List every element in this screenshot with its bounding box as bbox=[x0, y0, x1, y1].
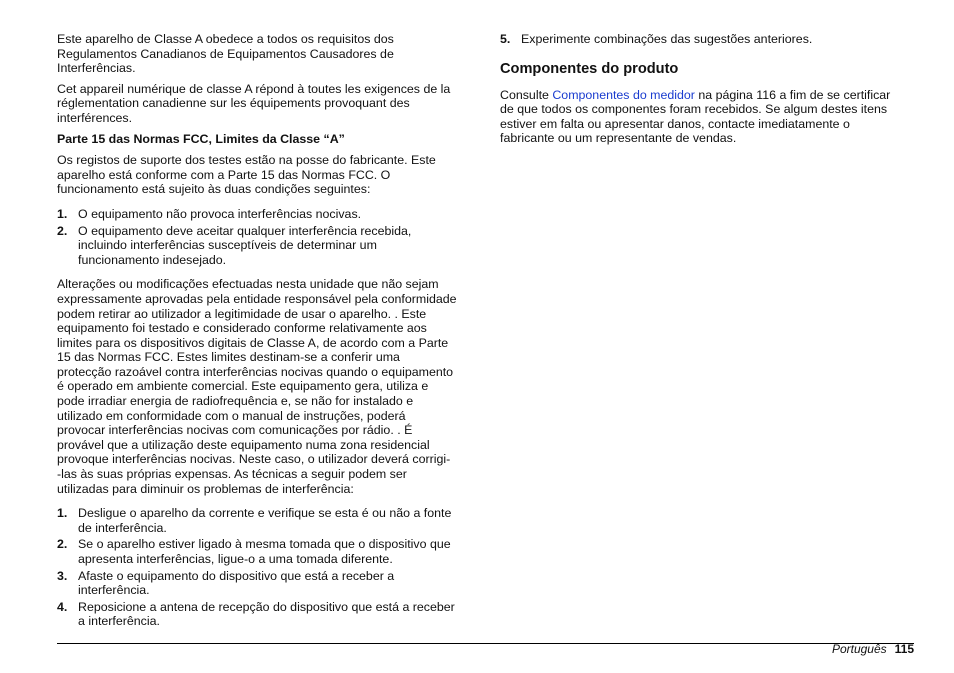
footer-rule bbox=[57, 643, 914, 644]
techniques-list bbox=[57, 506, 473, 629]
components-paragraph: Consulte Componentes do medidor na página 116 a fim de se certificar de que todos os componentes foram recebidos. Se algum destes itens estiver em falta ou apresentar danos, contacte imediatamente o fabricante ou um representante de vendas. bbox=[500, 87, 891, 146]
list-item: 2. O equipamento deve aceitar qualquer interferência recebida, incluindo interferências susceptíveis de determinar um funcionamento indesejado. bbox=[57, 223, 412, 267]
footer-language: Português bbox=[831, 642, 887, 656]
fcc-intro-paragraph: Os registos de suporte dos testes estão na posse do fabricante. Este aparelho está conforme com a Parte 15 das Normas FCC. O funcionamento está sujeito às duas condições seguintes: bbox=[57, 153, 436, 197]
list-item: 3. Afaste o equipamento do dispositivo que está a receber a interferência. bbox=[57, 568, 395, 598]
page-footer bbox=[832, 642, 914, 657]
fcc-heading: Parte 15 das Normas FCC, Limites da Classe “A” bbox=[57, 131, 345, 146]
canada-compliance-paragraph: Este aparelho de Classe A obedece a todos os requisitos dos Regulamentos Canadianos de Equipamentos Causadores de Interferências. bbox=[57, 32, 394, 76]
list-item: 4. Reposicione a antena de recepção do dispositivo que está a receber a interferência. bbox=[57, 599, 455, 629]
list-item: 2. Se o aparelho estiver ligado à mesma tomada que o dispositivo que apresenta interferências, ligue-o a uma tomada diferente. bbox=[57, 537, 451, 566]
section-heading: Componentes do produto bbox=[500, 60, 679, 77]
canada-compliance-french-paragraph: Cet appareil numérique de classe A répond à toutes les exigences de la réglementation canadienne sur les équipements provoquant des interférences. bbox=[57, 81, 451, 125]
page-number: 115 bbox=[894, 642, 914, 656]
right-column bbox=[500, 32, 912, 146]
list-item: 1. Desligue o aparelho da corrente e verifique se esta é ou não a fonte de interferência. bbox=[57, 506, 452, 535]
conditions-list bbox=[57, 207, 473, 267]
changes-paragraph: Alterações ou modificações efectuadas nesta unidade que não sejam expressamente aprovadas pela entidade responsável pela conformidade podem retirar ao utilizador a legitimidade de usar o aparelho. . Este equipamento foi testado e considerado conforme relativamente aos limites para os dispositivos digitais de Classe A, de acordo com a Parte 15 das Normas FCC. Estes limites destinam-se a conferir uma protecção razoável contra interferências nocivas quando o equipamento é operado em ambiente comercial. Este equipamento gera, utiliza e pode irradiar energia de radiofrequência e, se não for instalado e utilizado em conformidade com o manual de instruções, poderá provocar interferências nocivas com comunicações por rádio. . É provável que a utilização deste equipamento numa zona residencial provoque interferências nocivas. Neste caso, o utilizador deverá corrigi- -las às suas próprias expensas. As técnicas a seguir podem ser utilizadas para diminuir os problemas de interferência: bbox=[57, 277, 457, 496]
list-item: 5. Experimente combinações das sugestões anteriores. bbox=[500, 32, 813, 46]
left-column bbox=[57, 32, 473, 629]
list-item: 1. O equipamento não provoca interferências nocivas. bbox=[57, 206, 362, 221]
components-link[interactable]: Componentes do medidor bbox=[552, 87, 695, 102]
